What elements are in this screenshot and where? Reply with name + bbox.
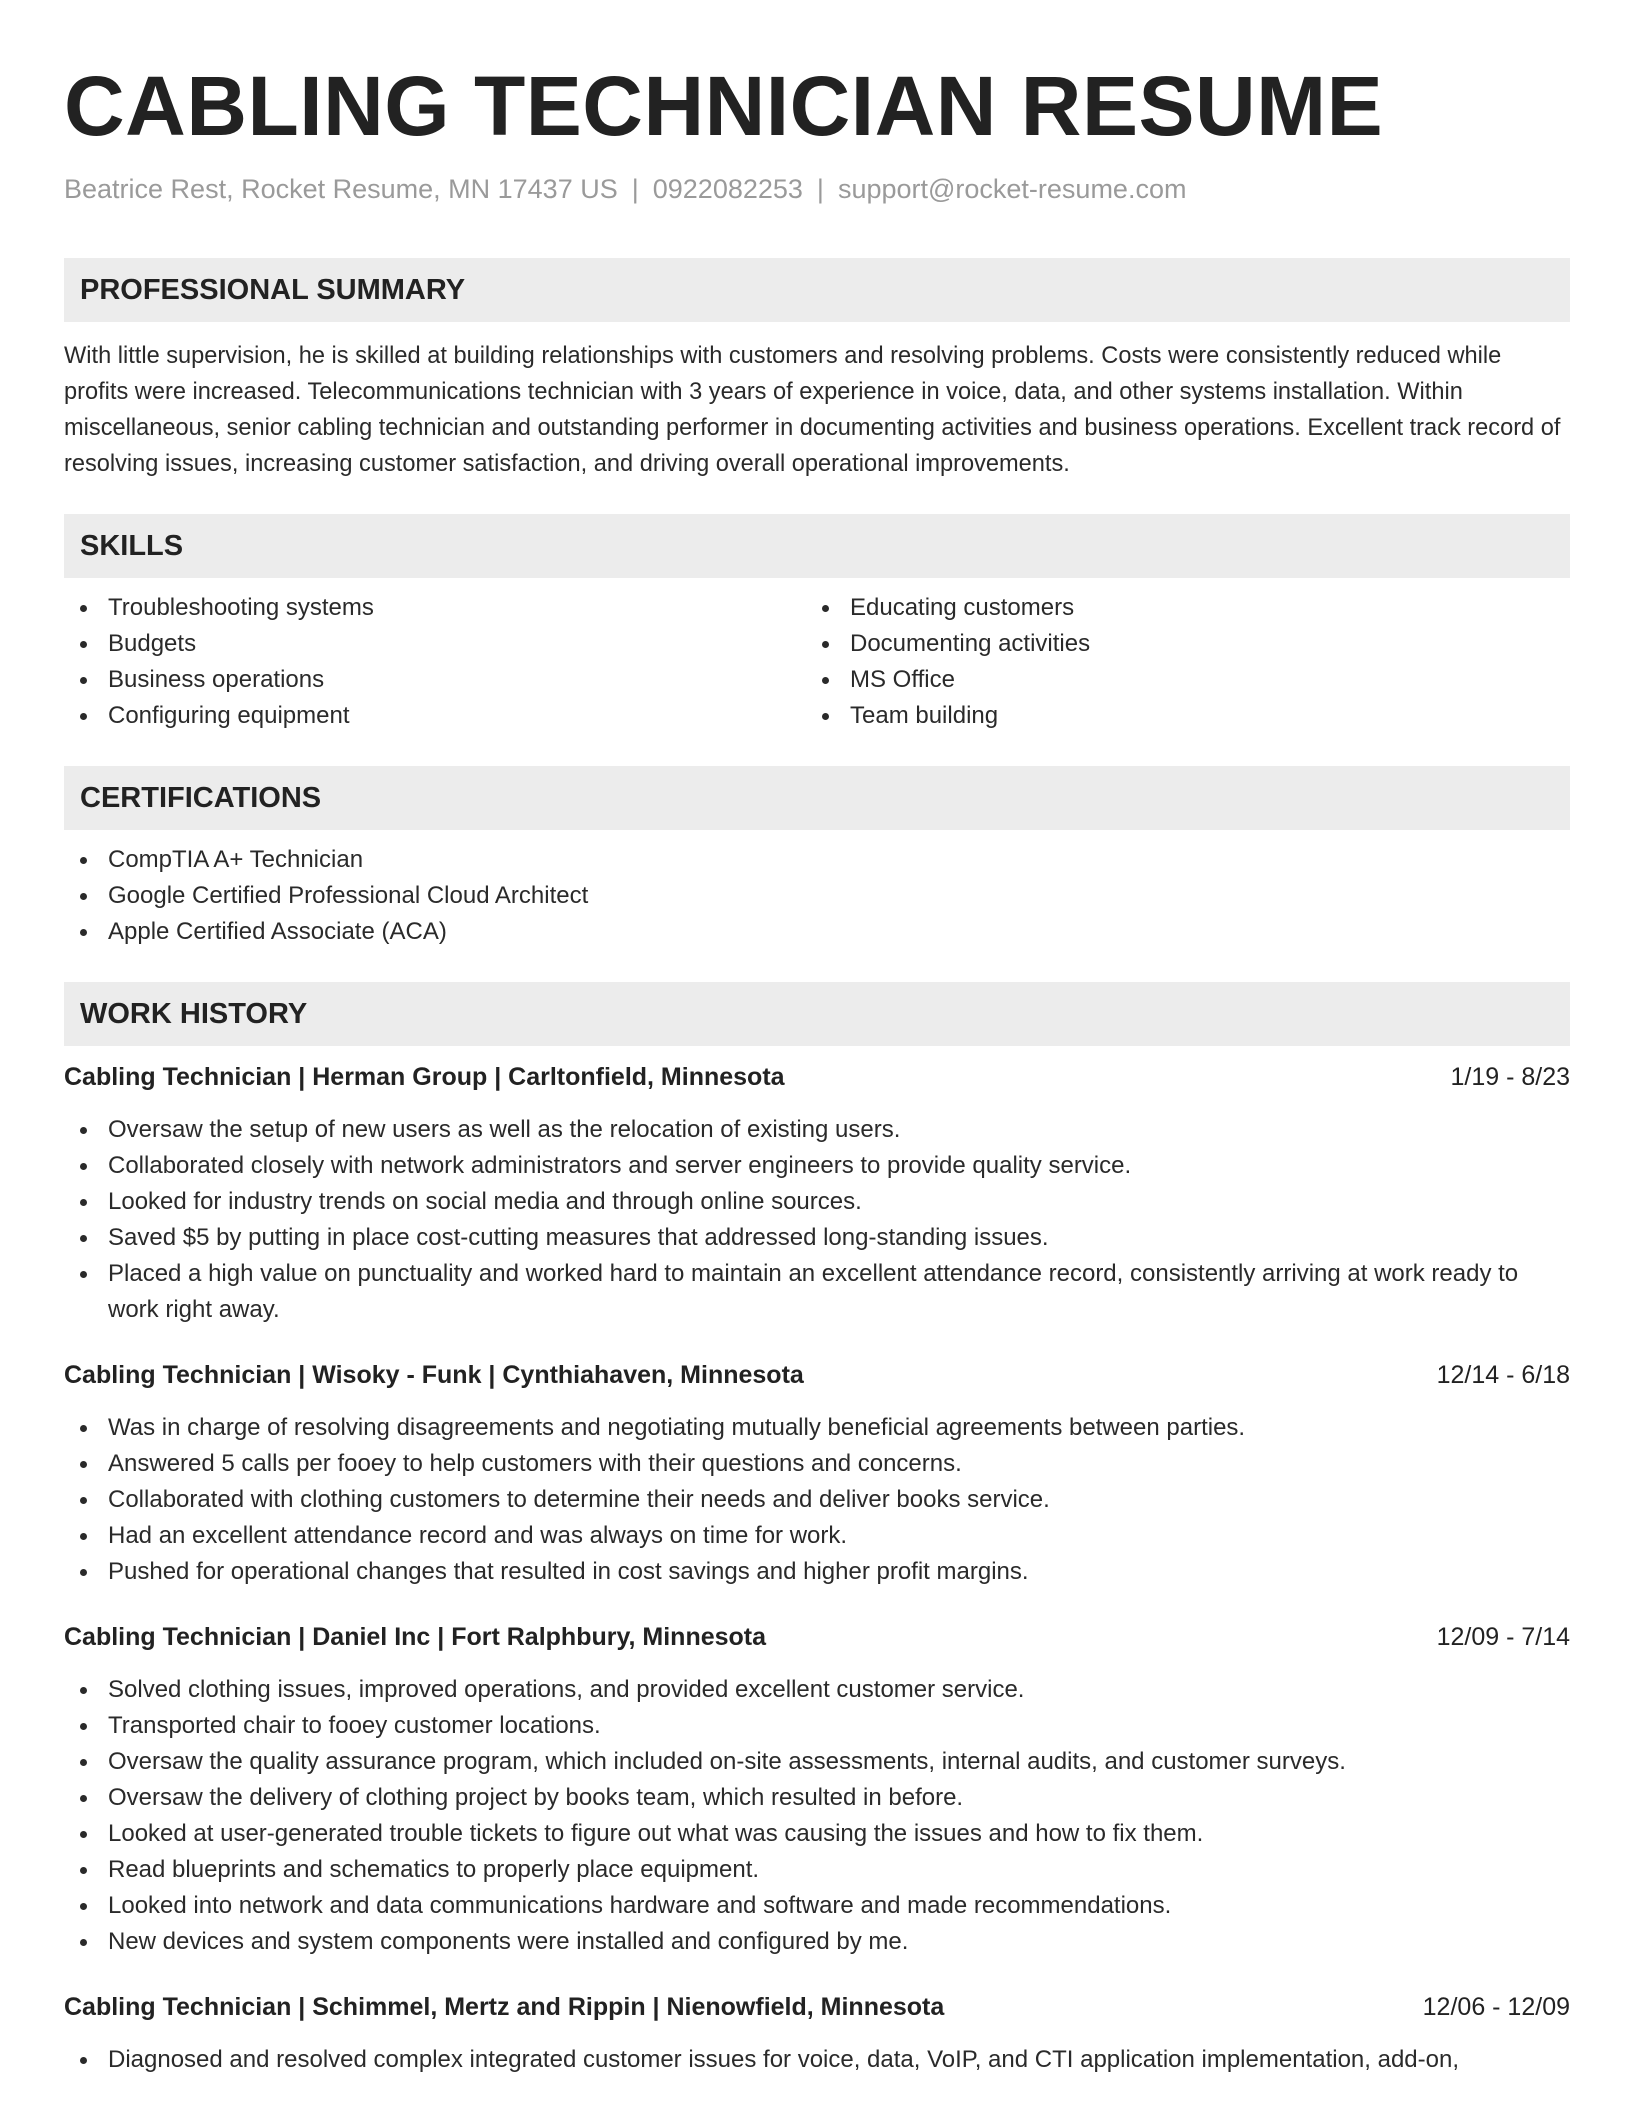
section-heading-summary: PROFESSIONAL SUMMARY xyxy=(64,258,1570,322)
skill-item: MS Office xyxy=(806,662,1548,698)
job-bullet: Was in charge of resolving disagreements and negotiating mutually beneficial agreements between parties. xyxy=(64,1410,1570,1446)
section-heading-certifications: CERTIFICATIONS xyxy=(64,766,1570,830)
job-title: Cabling Technician | Schimmel, Mertz and Rippin | Nienowfield, Minnesota xyxy=(64,1993,945,2021)
job-title: Cabling Technician | Herman Group | Carltonfield, Minnesota xyxy=(64,1063,785,1091)
job-bullet: Diagnosed and resolved complex integrated customer issues for voice, data, VoIP, and CTI application implementation, add-on, xyxy=(64,2042,1570,2078)
job-title: Cabling Technician | Daniel Inc | Fort Ralphbury, Minnesota xyxy=(64,1623,767,1651)
job-header xyxy=(64,1060,1570,1094)
certification-item: Google Certified Professional Cloud Architect xyxy=(64,878,1570,914)
job-bullet: Placed a high value on punctuality and worked hard to maintain an excellent attendance record, consistently arriving at work ready to work right away. xyxy=(64,1256,1570,1328)
contact-separator: | xyxy=(631,174,639,204)
job-bullet: Had an excellent attendance record and was always on time for work. xyxy=(64,1518,1570,1554)
job-header xyxy=(64,1990,1570,2024)
job-bullet: New devices and system components were installed and configured by me. xyxy=(64,1924,1570,1960)
contact-email: support@rocket-resume.com xyxy=(837,174,1187,204)
job-entry xyxy=(64,1060,1570,1328)
job-entry xyxy=(64,1990,1570,2078)
resume-title: CABLING TECHNICIAN RESUME xyxy=(64,59,1384,153)
resume-page xyxy=(64,0,1570,2078)
job-bullet: Collaborated with clothing customers to determine their needs and deliver books service. xyxy=(64,1482,1570,1518)
job-bullets xyxy=(64,2042,1570,2078)
contact-separator: | xyxy=(816,174,824,204)
skill-item: Budgets xyxy=(64,626,806,662)
job-bullet: Oversaw the quality assurance program, which included on-site assessments, internal audits, and customer surveys. xyxy=(64,1744,1570,1780)
skills-column-right xyxy=(806,590,1548,734)
job-dates: 1/19 - 8/23 xyxy=(1450,1063,1570,1091)
summary-text: With little supervision, he is skilled at building relationships with customers and resolving problems. Costs were consistently reduced while profits were increased. Telecommunications technician with 3 years of experience in voice, data, and other systems installation. Within miscellaneous, senior cabling technician and outstanding performer in documenting activities and business operations. Excellent track record of resolving issues, increasing customer satisfaction, and driving overall operational improvements. xyxy=(64,343,1561,477)
contact-address: Beatrice Rest, Rocket Resume, MN 17437 US xyxy=(64,174,618,204)
certification-item: CompTIA A+ Technician xyxy=(64,842,1570,878)
section-heading-skills: SKILLS xyxy=(64,514,1570,578)
job-dates: 12/06 - 12/09 xyxy=(1422,1993,1570,2021)
job-bullet: Oversaw the delivery of clothing project by books team, which resulted in before. xyxy=(64,1780,1570,1816)
contact-phone: 0922082253 xyxy=(652,174,803,204)
job-header xyxy=(64,1358,1570,1392)
job-title: Cabling Technician | Wisoky - Funk | Cynthiahaven, Minnesota xyxy=(64,1361,804,1389)
job-bullet: Answered 5 calls per fooey to help customers with their questions and concerns. xyxy=(64,1446,1570,1482)
skills-grid xyxy=(64,590,1570,734)
job-bullet: Looked at user-generated trouble tickets to figure out what was causing the issues and how to fix them. xyxy=(64,1816,1570,1852)
job-dates: 12/09 - 7/14 xyxy=(1436,1623,1570,1651)
certifications-list xyxy=(64,842,1570,950)
job-bullets xyxy=(64,1410,1570,1590)
skill-item: Educating customers xyxy=(806,590,1548,626)
job-bullet: Looked for industry trends on social media and through online sources. xyxy=(64,1184,1570,1220)
job-bullet: Oversaw the setup of new users as well as the relocation of existing users. xyxy=(64,1112,1570,1148)
skill-item: Troubleshooting systems xyxy=(64,590,806,626)
certification-item: Apple Certified Associate (ACA) xyxy=(64,914,1570,950)
job-bullets xyxy=(64,1112,1570,1328)
job-bullet: Transported chair to fooey customer locations. xyxy=(64,1708,1570,1744)
job-bullet: Pushed for operational changes that resulted in cost savings and higher profit margins. xyxy=(64,1554,1570,1590)
job-bullet: Looked into network and data communications hardware and software and made recommendations. xyxy=(64,1888,1570,1924)
skill-item: Business operations xyxy=(64,662,806,698)
job-bullet: Collaborated closely with network administrators and server engineers to provide quality service. xyxy=(64,1148,1570,1184)
job-dates: 12/14 - 6/18 xyxy=(1436,1361,1570,1389)
job-entry xyxy=(64,1358,1570,1590)
contact-line xyxy=(64,172,1570,206)
skills-column-left xyxy=(64,590,806,734)
skill-item: Documenting activities xyxy=(806,626,1548,662)
job-bullet: Saved $5 by putting in place cost-cutting measures that addressed long-standing issues. xyxy=(64,1220,1570,1256)
skill-item: Team building xyxy=(806,698,1548,734)
job-header xyxy=(64,1620,1570,1654)
job-bullet: Solved clothing issues, improved operations, and provided excellent customer service. xyxy=(64,1672,1570,1708)
job-bullets xyxy=(64,1672,1570,1960)
skill-item: Configuring equipment xyxy=(64,698,806,734)
section-heading-work-history: WORK HISTORY xyxy=(64,982,1570,1046)
job-bullet: Read blueprints and schematics to properly place equipment. xyxy=(64,1852,1570,1888)
job-entry xyxy=(64,1620,1570,1960)
